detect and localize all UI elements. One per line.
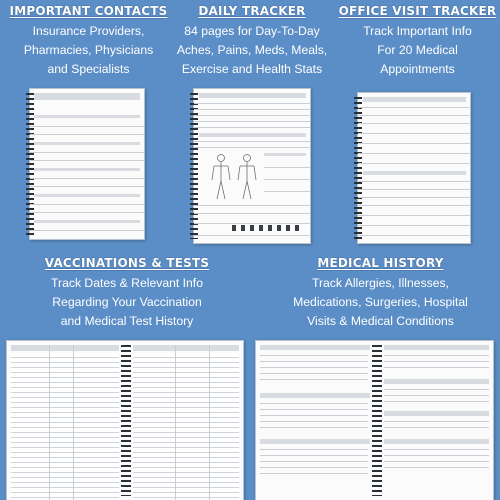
panel-description <box>22 274 232 331</box>
panel-description <box>335 22 500 79</box>
description-line: For 20 Medical <box>377 43 458 57</box>
panel-daily-tracker <box>167 4 337 79</box>
description-line: Insurance Providers, <box>32 24 145 38</box>
panel-title: MEDICAL HISTORY <box>317 256 444 270</box>
notebook-vaccinations-spread <box>6 340 244 500</box>
description-line: Track Dates & Relevant Info <box>51 276 203 290</box>
section-header <box>260 393 370 398</box>
contact-block-header <box>34 220 140 223</box>
notebook-medical-history-spread <box>255 340 494 500</box>
icon-strip <box>232 225 304 231</box>
notebook-contacts-page <box>29 88 145 240</box>
page-header-bar <box>199 93 306 98</box>
table-header <box>133 345 239 351</box>
section-header <box>384 345 489 350</box>
description-line: Visits & Medical Conditions <box>307 314 454 328</box>
page-header-bar <box>363 97 466 102</box>
spiral-binding <box>372 345 382 496</box>
panel-vaccinations-tests <box>22 256 232 331</box>
section-header <box>384 411 489 416</box>
section-header <box>384 439 489 444</box>
ruled-table <box>133 353 239 500</box>
panel-medical-history <box>268 256 493 331</box>
table-header <box>11 345 119 351</box>
description-line: Aches, Pains, Meds, Meals, <box>176 43 328 57</box>
description-line: Track Allergies, Illnesses, <box>311 276 450 290</box>
page-header-bar <box>34 93 140 100</box>
panel-title: OFFICE VISIT TRACKER <box>338 4 497 18</box>
notebook-daily-tracker-page <box>193 88 311 244</box>
contact-block-header <box>34 194 140 197</box>
description-line: Pharmacies, Physicians <box>23 43 154 57</box>
description-line: 84 pages for Day-To-Day <box>184 24 320 38</box>
panel-description <box>268 274 493 331</box>
description-line: and Specialists <box>47 62 130 76</box>
section-header <box>260 439 370 444</box>
description-line: Appointments <box>380 62 455 76</box>
panel-important-contacts <box>0 4 177 79</box>
panel-office-visit-tracker <box>335 4 500 79</box>
notebook-office-visit-page <box>357 92 471 244</box>
description-line: Track Important Info <box>363 24 472 38</box>
section-header <box>384 379 489 384</box>
spiral-binding <box>354 97 362 239</box>
ruled-table <box>11 353 119 500</box>
contact-block-header <box>34 168 140 171</box>
body-diagram-icon <box>208 153 260 203</box>
panel-description <box>0 22 177 79</box>
description-line: Exercise and Health Stats <box>181 62 323 76</box>
section-header <box>260 345 370 350</box>
description-line: Regarding Your Vaccination <box>52 295 202 309</box>
panel-title: VACCINATIONS & TESTS <box>44 256 210 270</box>
spiral-binding <box>121 345 131 496</box>
panel-title: DAILY TRACKER <box>198 4 306 18</box>
description-line: and Medical Test History <box>60 314 194 328</box>
panel-title: IMPORTANT CONTACTS <box>9 4 168 18</box>
panel-description <box>167 22 337 79</box>
section-header-bar <box>199 133 306 137</box>
contact-block-header <box>34 142 140 145</box>
description-line: Medications, Surgeries, Hospital <box>293 295 468 309</box>
contact-block-header <box>34 115 140 118</box>
spiral-binding <box>26 93 34 235</box>
